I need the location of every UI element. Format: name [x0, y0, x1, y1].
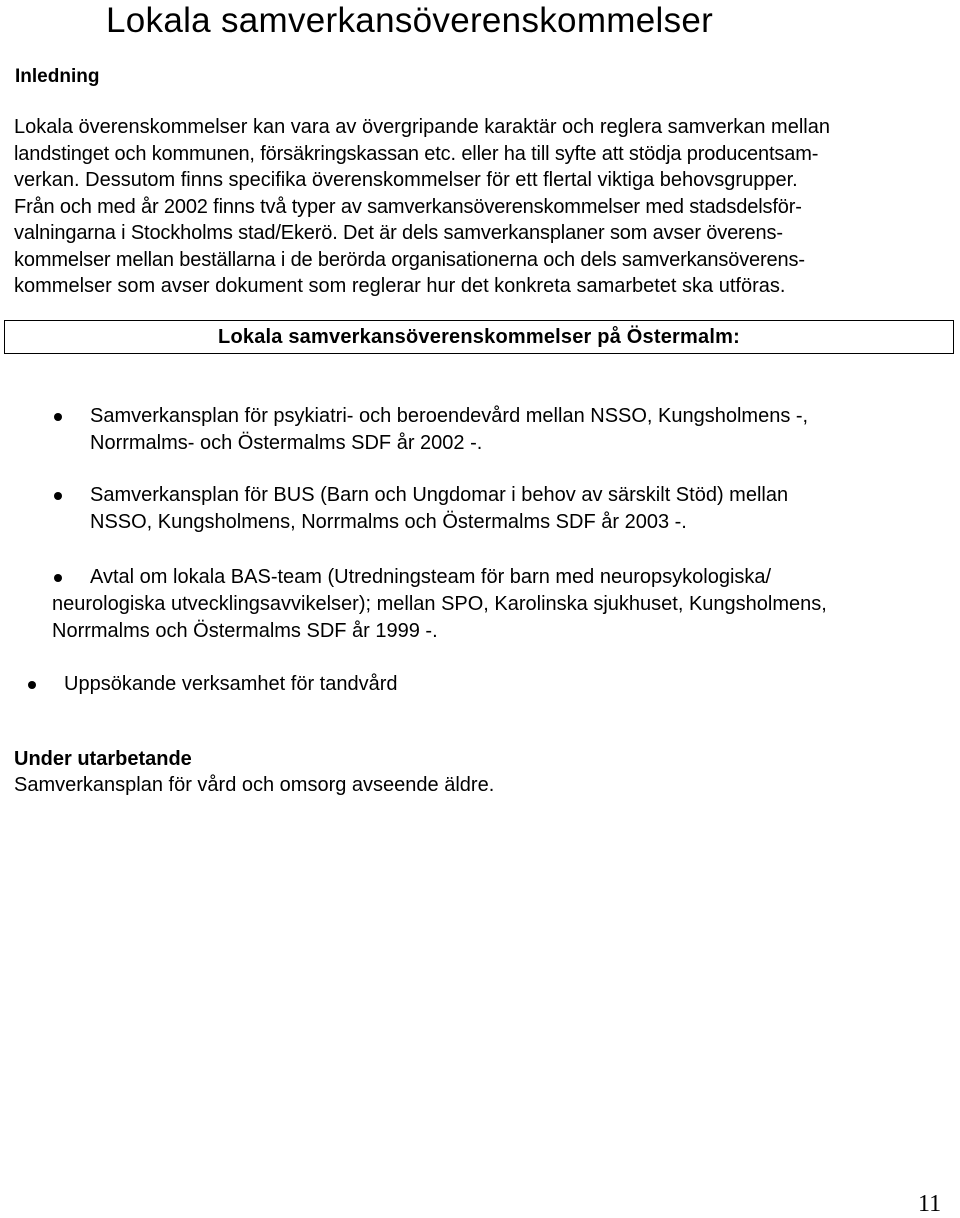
boxed-section-heading: Lokala samverkansöverenskommelser på Östermalm:: [4, 320, 954, 354]
bullet-icon: [54, 574, 62, 582]
under-utarbetande-heading: Under utarbetande: [14, 748, 192, 770]
list-item-line: NSSO, Kungsholmens, Norrmalms och Östermalms SDF år 2003 -.: [90, 511, 687, 533]
list-item-line: neurologiska utvecklingsavvikelser); mellan SPO, Karolinska sjukhuset, Kungsholmens,: [52, 593, 827, 615]
intro-line: verkan. Dessutom finns specifika överenskommelser för ett flertal viktiga behovsgrupper.: [14, 169, 798, 191]
intro-line: landstinget och kommunen, försäkringskassan etc. eller ha till syfte att stödja producentsam-: [14, 142, 819, 165]
intro-paragraph: [14, 114, 944, 300]
intro-line: valningarna i Stockholms stad/Ekerö. Det är dels samverkansplaner som avser överens-: [14, 222, 783, 244]
list-item-line: Uppsökande verksamhet för tandvård: [64, 673, 398, 695]
bullet-icon: [54, 413, 62, 421]
list-item: [90, 564, 771, 591]
list-item-line: Samverkansplan för psykiatri- och beroendevård mellan NSSO, Kungsholmens -,: [90, 405, 809, 427]
intro-line: Lokala överenskommelser kan vara av övergripande karaktär och reglera samverkan mellan: [14, 116, 830, 138]
list-item-line: Samverkansplan för BUS (Barn och Ungdomar i behov av särskilt Stöd) mellan: [90, 484, 789, 506]
page-number: 11: [918, 1191, 942, 1217]
list-item: [64, 671, 398, 698]
list-item-line: Norrmalms och Östermalms SDF år 1999 -.: [52, 620, 438, 642]
bullet-icon: [28, 681, 36, 689]
intro-line: kommelser mellan beställarna i de berörda organisationerna och dels samverkansöverens-: [14, 248, 805, 271]
intro-line: kommelser som avser dokument som reglerar hur det konkreta samarbetet ska utföras.: [14, 275, 786, 297]
list-item-continuation: [52, 591, 827, 645]
list-item: [90, 482, 788, 536]
list-item: [90, 403, 808, 457]
section-heading-inledning: Inledning: [15, 66, 100, 87]
page-title: Lokala samverkansöverenskommelser: [106, 1, 714, 40]
list-item-line: Norrmalms- och Östermalms SDF år 2002 -.: [90, 432, 483, 454]
bullet-icon: [54, 492, 62, 500]
intro-line: Från och med år 2002 finns två typer av samverkansöverenskommelser med stadsdelsför-: [14, 195, 802, 218]
list-item-line: Avtal om lokala BAS-team (Utredningsteam för barn med neuropsykologiska/: [90, 566, 772, 588]
under-utarbetande-text: Samverkansplan för vård och omsorg avseende äldre.: [14, 774, 495, 796]
